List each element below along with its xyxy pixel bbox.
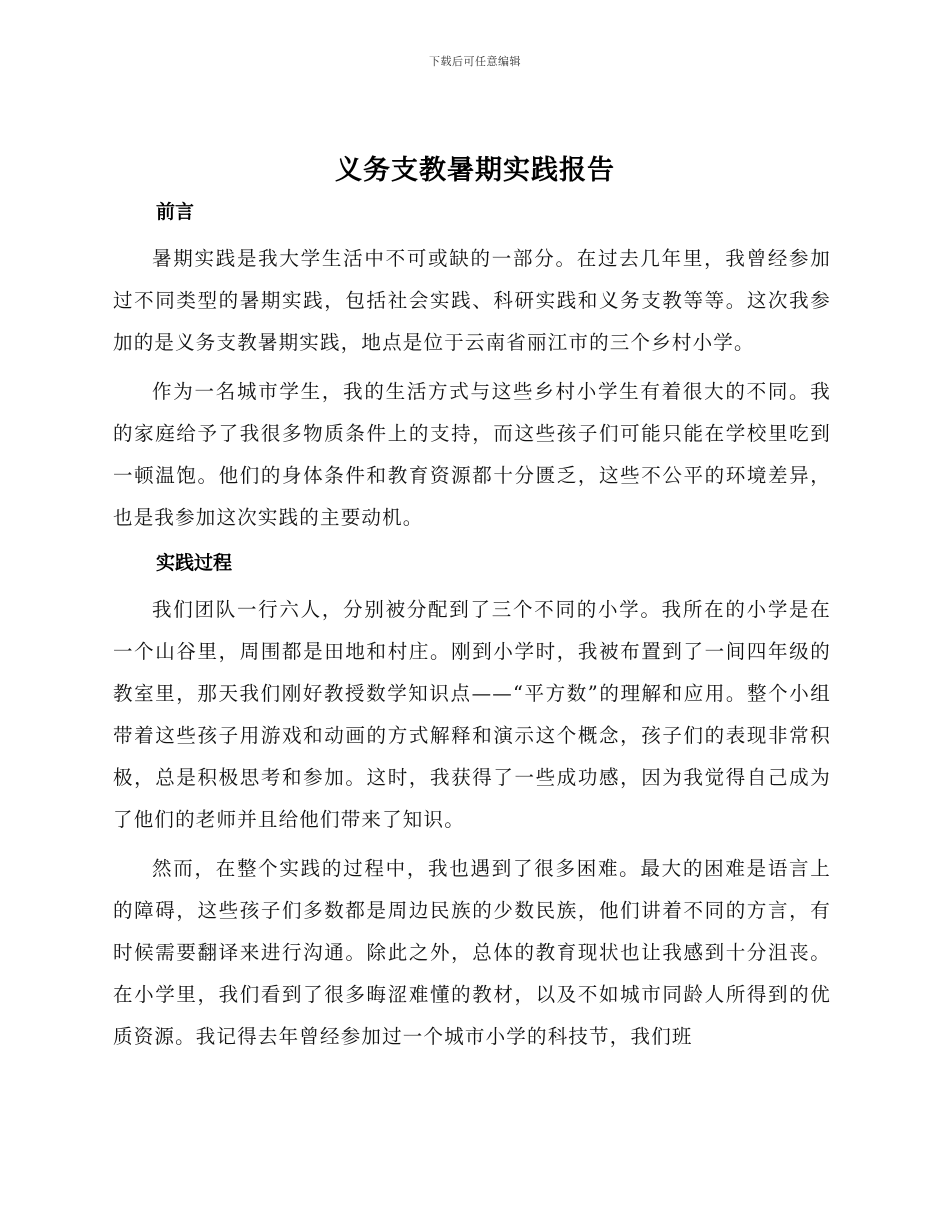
document-title: 义务支教暑期实践报告 xyxy=(335,155,615,186)
page-header: 下载后可任意编辑 xyxy=(429,55,521,68)
paragraph: 作为一名城市学生，我的生活方式与这些乡村小学生有着很大的不同。我的家庭给予了我很多物质条件上的支持，而这些孩子们可能只能在学校里吃到一顿温饱。他们的身体条件和教育资源都十分匮乏，这些不公平的环境差异，也是我参加这次实践的主要动机。 xyxy=(113,380,831,529)
paragraph: 暑期实践是我大学生活中不可或缺的一部分。在过去几年里，我曾经参加过不同类型的暑期实践，包括社会实践、科研实践和义务支教等等。这次我参加的是义务支教暑期实践，地点是位于云南省丽江市的三个乡村小学。 xyxy=(113,247,831,354)
section-heading-practice-process: 实践过程 xyxy=(156,552,233,574)
paragraph: 然而，在整个实践的过程中，我也遇到了很多困难。最大的困难是语言上的障碍，这些孩子们多数都是周边民族的少数民族，他们讲着不同的方言，有时候需要翻译来进行沟通。除此之外，总体的教育现状也让我感到十分沮丧。在小学里，我们看到了很多晦涩难懂的教材，以及不如城市同龄人所得到的优质资源。我记得去年曾经参加过一个城市小学的科技节，我们班 xyxy=(113,857,831,1048)
document-body xyxy=(113,196,831,1058)
paragraph: 我们团队一行六人，分别被分配到了三个不同的小学。我所在的小学是在一个山谷里，周围都是田地和村庄。刚到小学时，我被布置到了一间四年级的教室里，那天我们刚好教授数学知识点——“平方数”的理解和应用。整个小组带着这些孩子用游戏和动画的方式解释和演示这个概念，孩子们的表现非常积极，总是积极思考和参加。这时，我获得了一些成功感，因为我觉得自己成为了他们的老师并且给他们带来了知识。 xyxy=(113,598,831,831)
section-heading-preface: 前言 xyxy=(156,201,195,223)
